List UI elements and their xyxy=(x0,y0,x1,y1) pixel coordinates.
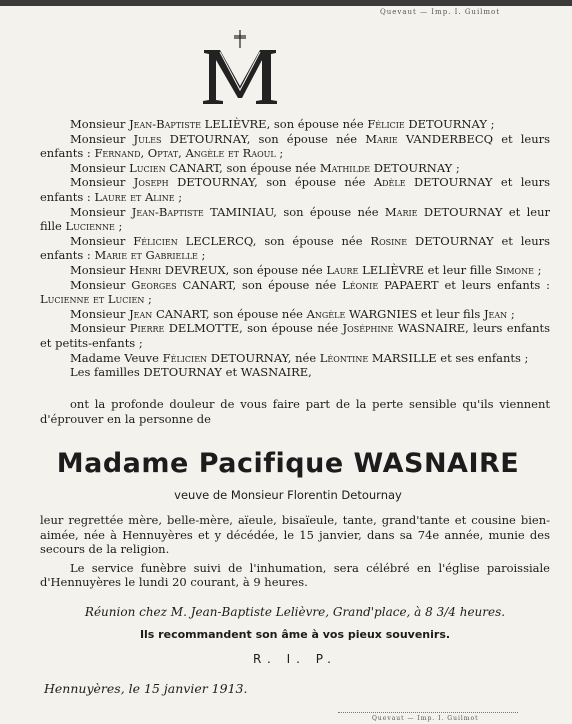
family-line: Madame Veuve Félicien DETOURNAY, née Léontine MARSILLE et ses enfants ; xyxy=(70,350,529,365)
family-line: Monsieur Jean CANART, son épouse née Angèle WARGNIES et leur fils Jean ; xyxy=(70,306,515,321)
top-border xyxy=(0,0,572,6)
recommend-line: Ils recommandent son âme à vos pieux souvenirs. xyxy=(139,628,451,641)
family-line: Monsieur Pierre DELMOTTE, son épouse née Joséphine WASNAIRE, leurs enfants et petits-enfants ; xyxy=(40,321,551,350)
bottom-divider xyxy=(338,712,518,713)
death-text: leur regrettée mère, belle-mère, aïeule, bisaïeule, tante, grand'tante et cousine bien-aimée, née à Hennuyères et y décédée, le 15 janvier, dans sa 74e année, munie des secours de la religion. xyxy=(40,513,550,557)
place-date: Hennuyères, le 15 janvier 1913. xyxy=(44,681,248,696)
deceased-name: Madame Pacifique WASNAIRE xyxy=(56,448,520,479)
reunion-line: Réunion chez M. Jean-Baptiste Lelièvre, Grand'place, à 8 3/4 heures. xyxy=(84,605,506,619)
printer-mark-bottom: Quevaut — Imp. I. Guilmot xyxy=(372,715,479,722)
widow-line: veuve de Monsieur Florentin Detournay xyxy=(174,488,402,502)
family-line: Monsieur Jean-Baptiste LELIÈVRE, son épouse née Félicie DETOURNAY ; xyxy=(70,117,495,131)
rip-line: R. I. P. xyxy=(253,652,337,666)
family-line: Monsieur Lucien CANART, son épouse née Mathilde DETOURNAY ; xyxy=(70,160,460,175)
family-line: Monsieur Henri DEVREUX, son épouse née Laure LELIÈVRE et leur fille Simone ; xyxy=(70,262,542,277)
family-line: Les familles DETOURNAY et WASNAIRE, xyxy=(70,365,312,380)
notice-body xyxy=(40,513,550,594)
printer-mark-top: Quevaut — Imp. I. Guilmot xyxy=(380,8,501,16)
family-line: Monsieur Jules DETOURNAY, son épouse née Marie VANDERBECQ et leurs enfants : Fernand, Optat, Angèle et Raoul ; xyxy=(40,131,551,161)
funeral-text: Le service funèbre suivi de l'inhumation, sera célébré en l'église paroissiale d'Hennuyères le lundi 20 courant, à 9 heures. xyxy=(40,560,550,590)
cross-m-monogram-icon xyxy=(190,30,290,106)
family-line: Monsieur Georges CANART, son épouse née Léonie PAPAERT et leurs enfants : Lucienne et Lucien ; xyxy=(40,277,551,307)
family-line: Monsieur Jean-Baptiste TAMINIAU, son épouse née Marie DETOURNAY et leur fille Lucienne ; xyxy=(40,204,551,234)
family-list xyxy=(40,117,550,380)
family-line: Monsieur Joseph DETOURNAY, son épouse née Adèle DETOURNAY et leurs enfants : Laure et Aline ; xyxy=(40,175,551,204)
family-line: Monsieur Félicien LECLERCQ, son épouse née Rosine DETOURNAY et leurs enfants : Marie et Gabrielle ; xyxy=(40,233,551,263)
announcement-lead: ont la profonde douleur de vous faire part de la perte sensible qu'ils viennent d'éprouver en la personne de xyxy=(40,397,550,426)
